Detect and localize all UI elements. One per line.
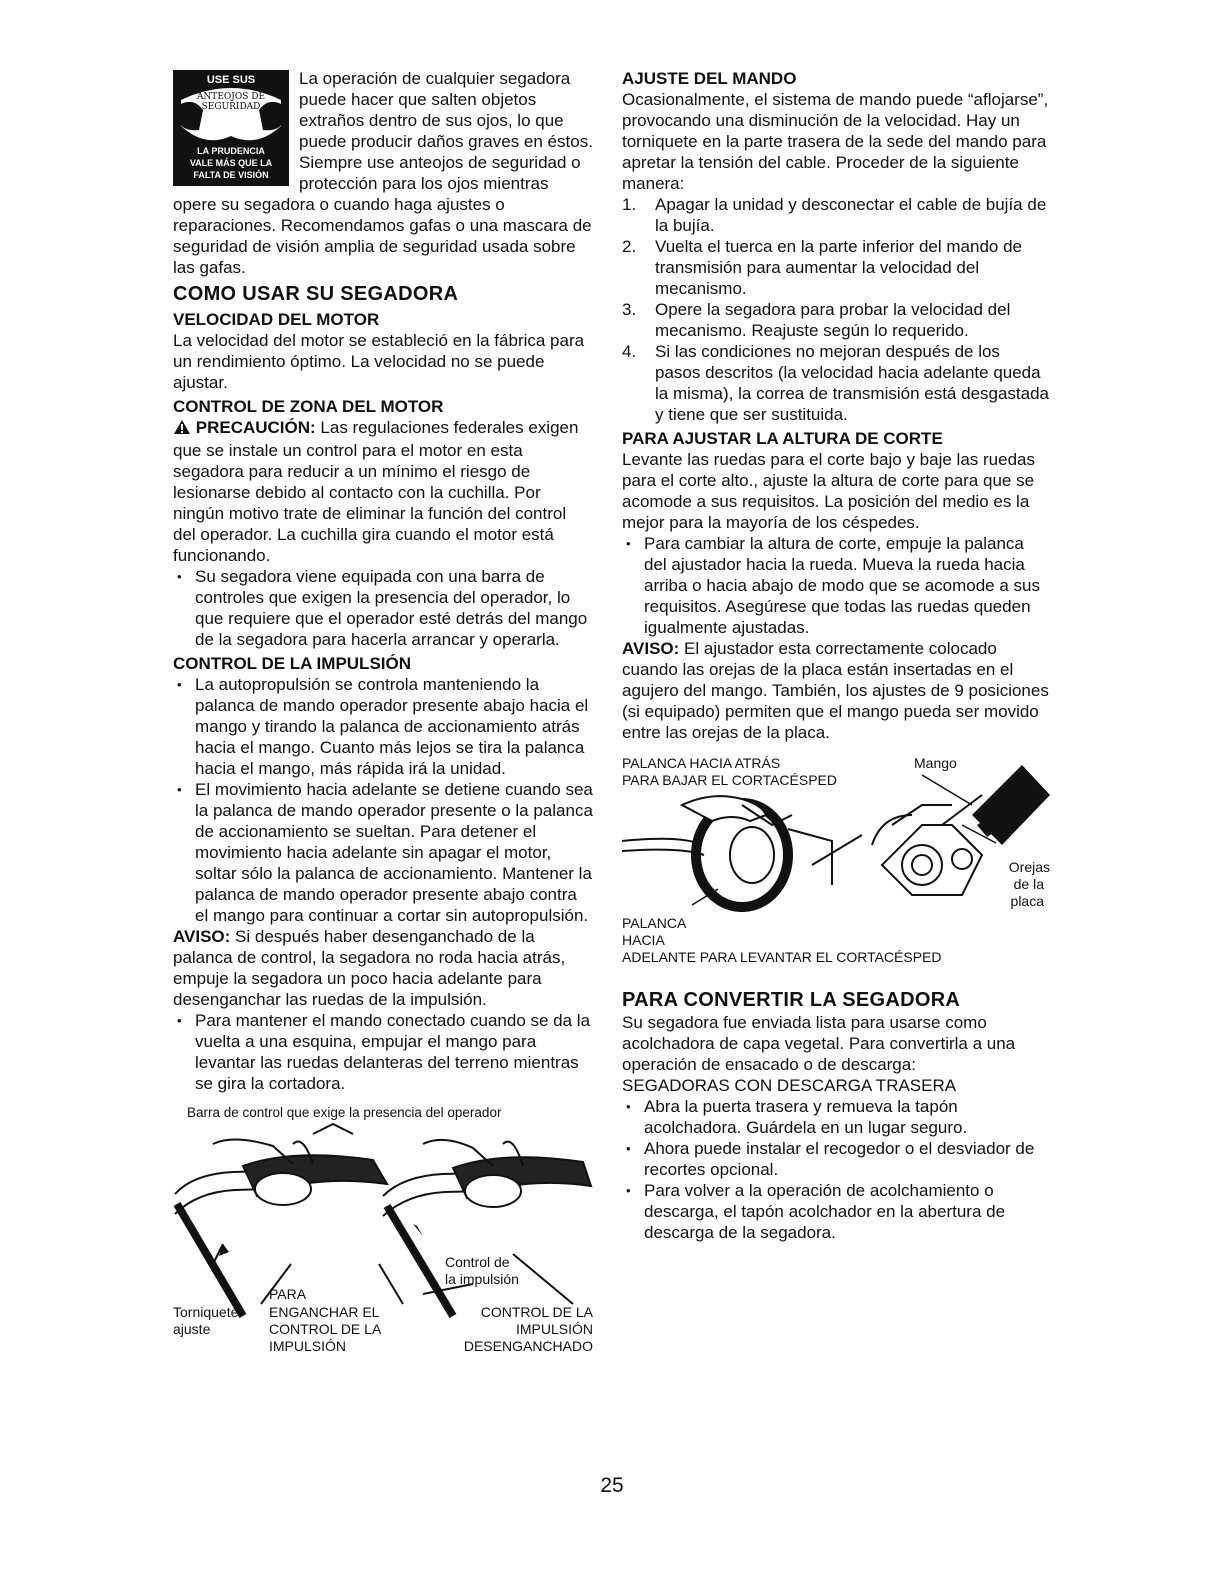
aviso-label: AVISO: [622, 639, 680, 658]
height-adjust-figure [622, 755, 1050, 915]
palanca-atras-label-1: PALANCA HACIA ATRÁS [622, 755, 781, 771]
aviso-label: AVISO: [173, 927, 231, 946]
left-column [173, 68, 593, 1354]
aviso-paragraph [173, 926, 593, 1010]
heading-convertir: PARA CONVERTIR LA SEGADORA [622, 989, 961, 1011]
desenganchado-label-2: IMPULSIÓN [515, 1321, 593, 1337]
palanca-label-2: HACIA [622, 932, 665, 948]
page-number: 25 [600, 1474, 624, 1497]
list-item: • Para cambiar la altura de corte, empuje la palanca del ajustador hacia la rueda. Mueva la rueda hacia arriba o hacia abajo de modo que se acomode a sus requisitos. Asegúrese que todas las ruedas queden igualmente ajustadas. [622, 533, 1050, 638]
velocidad-paragraph: La velocidad del motor se estableció en la fábrica para un rendimiento óptimo. La velocidad no se puede ajustar. [173, 331, 585, 392]
palanca-atras-label-2: PARA BAJAR EL CORTACÉSPED [622, 772, 837, 788]
desenganchado-label-3: DESENGANCHADO [463, 1338, 593, 1354]
orejas-label-1: Orejas [1008, 859, 1050, 875]
right-column [622, 68, 1050, 1243]
step-item [622, 236, 1050, 299]
figure-caption: Barra de control que exige la presencia del operador [187, 1105, 502, 1120]
precaucion-label: PRECAUCIÓN: [195, 418, 316, 437]
bullets-aviso [173, 1010, 593, 1094]
list-item: • La autopropulsión se controla manteniendo la palanca de mando operador presente abajo hacia el mango y tirando la palanca de accionamiento atrás hacia el mango. Cuanto más lejos se tira la palanca hacia el mango, más rápida irá la unidad. [173, 674, 593, 779]
badge-mid-text-2: SEGURIDAD [201, 102, 261, 112]
step-number: 4. [622, 342, 637, 361]
bullets-zona [173, 566, 593, 650]
badge-bottom-text-3: FALTA DE VISIÓN [193, 170, 269, 180]
orejas-label-3: placa [1010, 893, 1044, 909]
palanca-label-1: PALANCA [622, 915, 687, 931]
aviso-altura-paragraph [622, 638, 1050, 743]
enganchar-label-1: ENGANCHAR EL [269, 1304, 380, 1320]
control-label-2: la impulsión [445, 1271, 519, 1287]
safety-intro [173, 68, 593, 278]
step-text: Opere la segadora para probar la velocidad del mecanismo. Reajuste según lo requerido. [655, 300, 1011, 340]
desenganchado-label-1: CONTROL DE LA [480, 1304, 593, 1320]
badge-top-text: USE SUS [206, 74, 256, 86]
mango-label: Mango [914, 755, 957, 771]
torniquete-label-1: Torniquete [173, 1304, 239, 1320]
safety-glasses-badge [173, 70, 289, 186]
aviso-text: Si después haber desenganchado de la palanca de control, la segadora no roda hacia atrás, empuje la segadora un poco hacia adelante para desenganchar las ruedas de la impulsión. [173, 927, 566, 1009]
torniquete-label-2: ajuste [173, 1321, 211, 1337]
list-item: • Para mantener el mando conectado cuando se da la vuelta a una esquina, empujar el mango para levantar las ruedas delanteras del terreno mientras se gira la cortadora. [173, 1010, 593, 1094]
bullets-altura [622, 533, 1050, 638]
step-number: 1. [622, 195, 637, 214]
warning-triangle-icon [173, 419, 191, 440]
step-text: Vuelta el tuerca en la parte inferior del mando de transmisión para aumentar la velocidad del mecanismo. [655, 237, 1022, 298]
palanca-label-3: ADELANTE PARA LEVANTAR EL CORTACÉSPED [622, 949, 942, 965]
enganchar-label-2: CONTROL DE LA [269, 1321, 382, 1337]
ajuste-steps [622, 194, 1050, 425]
heading-ajuste-mando: AJUSTE DEL MANDO [622, 69, 797, 88]
step-number: 3. [622, 300, 637, 319]
heading-impulsion: CONTROL DE LA IMPULSIÓN [173, 654, 411, 673]
intro-paragraph: La operación de cualquier segadora puede hacer que salten objetos extraños dentro de sus ojos, lo que puede producir daños graves en éstos. Siempre use anteojos de seguridad o protección para los ojos mientras opere su segadora o cuando haga ajustes o reparaciones. Recomendamos gafas o una mascara de seguridad de visión amplia de seguridad usada sobre las gafas. [173, 69, 593, 277]
badge-mid-text-1: ANTEOJOS DE [196, 92, 266, 102]
step-text: Apagar la unidad y desconectar el cable de bujía de la bujía. [655, 195, 1047, 235]
precaucion-paragraph [173, 417, 593, 566]
step-item [622, 341, 1050, 425]
convertir-paragraph: Su segadora fue enviada lista para usarse como acolchadora de capa vegetal. Para convertirla a una operación de ensacado o de descarga: [622, 1013, 1016, 1074]
para-label: PARA [269, 1286, 307, 1302]
precaucion-text: Las regulaciones federales exigen que se instale un control para el motor en esta segadora para reducir a un mínimo el riesgo de lesionarse debido al contacto con la cuchilla. Por ningún motivo trate de eliminar la función del control del operador. La cuchilla gira cuando el motor está funcionando. [173, 418, 579, 565]
heading-como-usar: COMO USAR SU SEGADORA [173, 283, 459, 305]
descarga-trasera-subheading: SEGADORAS CON DESCARGA TRASERA [622, 1076, 957, 1095]
step-number: 2. [622, 237, 637, 256]
heading-control-zona: CONTROL DE ZONA DEL MOTOR [173, 397, 444, 416]
bullets-impulsion [173, 674, 593, 926]
list-item: • Su segadora viene equipada con una barra de controles que exigen la presencia del operador, lo que requiere que el operador esté detrás del mango de la segadora para hacerla arrancar y operarla. [173, 566, 593, 650]
step-item [622, 299, 1050, 341]
enganchar-label-3: IMPULSIÓN [269, 1338, 347, 1354]
altura-paragraph: Levante las ruedas para el corte bajo y baje las ruedas para el corte alto., ajuste la altura de corte para que se acomode a sus requisitos. La posición del medio es la mejor para la mayoría de los céspedes. [622, 450, 1035, 532]
operator-bar-figure [173, 1104, 593, 1354]
ajuste-paragraph: Ocasionalmente, el sistema de mando puede “aflojarse”, provocando una disminución de la velocidad. Hay un torniquete en la parte trasera de la sede del mando para apretar la tensión del cable. Proceder de la siguiente manera: [622, 90, 1049, 193]
aviso-text: El ajustador esta correctamente colocado cuando las orejas de la placa están insertadas en el agujero del mango. También, los ajustes de 9 posiciones (si equipado) permiten que el mango pueda ser movido entre las orejas de la placa. [622, 639, 1049, 742]
heading-altura: PARA AJUSTAR LA ALTURA DE CORTE [622, 429, 943, 448]
heading-velocidad: VELOCIDAD DEL MOTOR [173, 310, 380, 329]
list-item: • Abra la puerta trasera y remueva la tapón acolchadora. Guárdela en un lugar seguro. [622, 1096, 1050, 1138]
badge-bottom-text-2: VALE MÁS QUE LA [189, 158, 273, 168]
badge-bottom-text-1: LA PRUDENCIA [197, 146, 265, 156]
orejas-label-2: de la [1013, 876, 1044, 892]
list-item: • Ahora puede instalar el recogedor o el desviador de recortes opcional. [622, 1138, 1050, 1180]
bullets-convertir [622, 1096, 1050, 1243]
list-item: • Para volver a la operación de acolchamiento o descarga, el tapón acolchador en la abertura de descarga de la segadora. [622, 1180, 1050, 1243]
step-text: Si las condiciones no mejoran después de los pasos descritos (la velocidad hacia adelante queda la misma), la correa de transmisión está desgastada y tiene que ser sustituida. [655, 342, 1050, 424]
list-item: • El movimiento hacia adelante se detiene cuando sea la palanca de mando operador presente o la palanca de accionamiento se sueltan. Para detener el movimiento hacia adelante sin apagar el motor, soltar sólo la palanca de accionamiento. Mantener la palanca de mando operador presente abajo contra el mango para continuar a cortar sin autopropulsión. [173, 779, 593, 926]
step-item [622, 194, 1050, 236]
control-label-1: Control de [445, 1254, 510, 1270]
